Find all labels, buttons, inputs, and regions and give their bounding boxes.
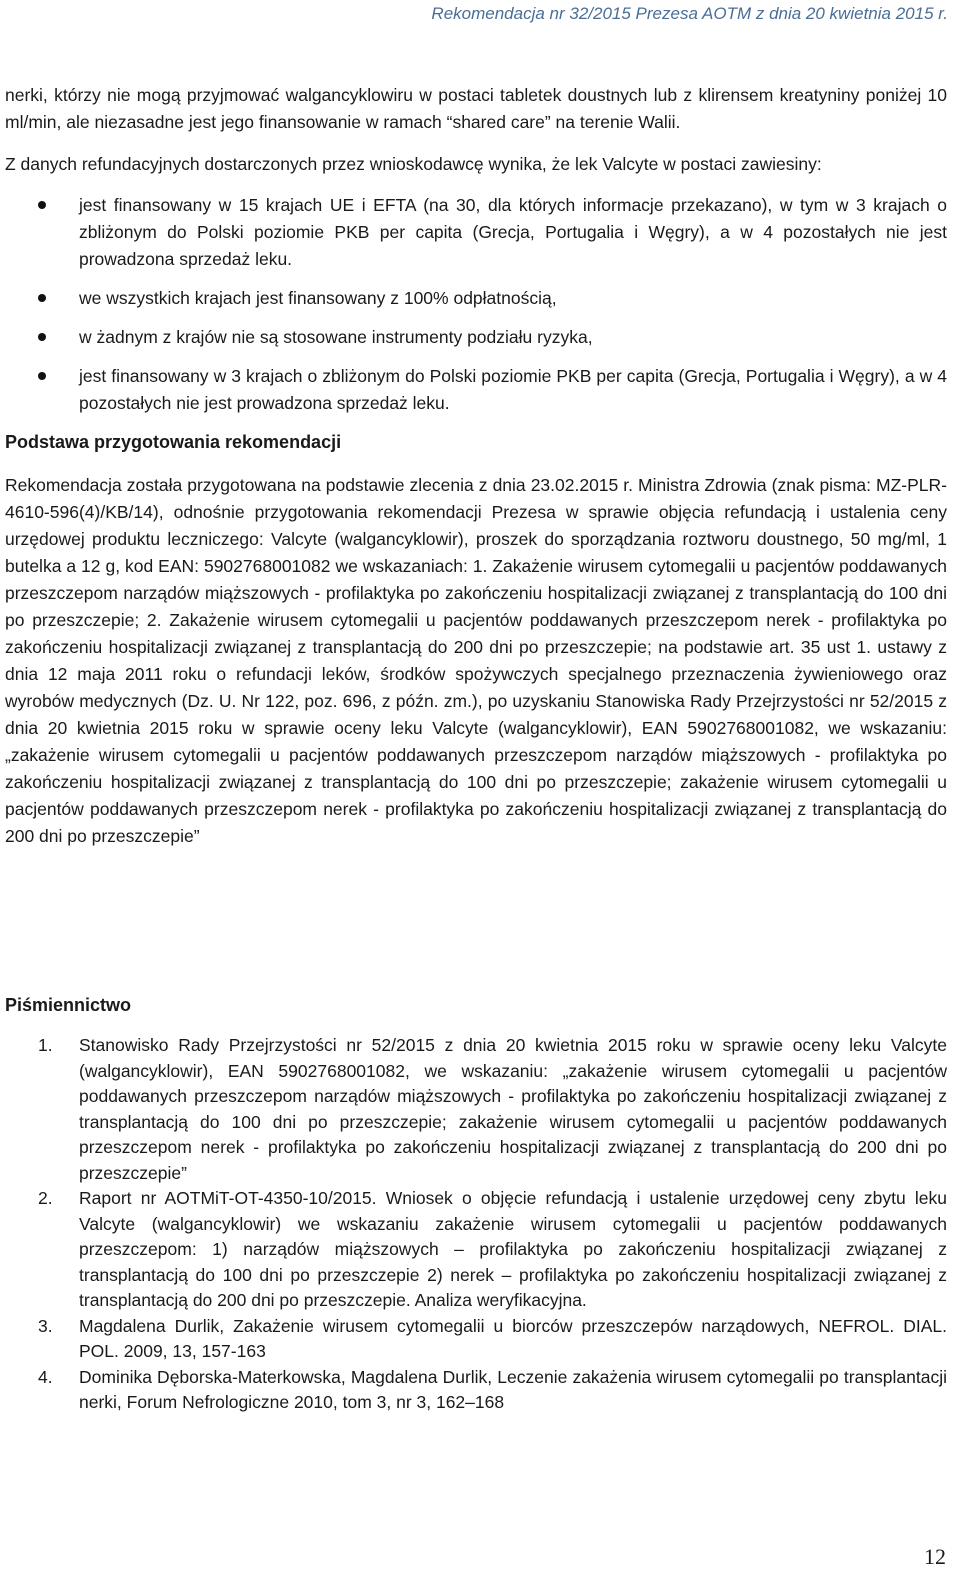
- list-item: w żadnym z krajów nie są stosowane instrumenty podziału ryzyka,: [5, 324, 947, 351]
- basis-heading: Podstawa przygotowania rekomendacji: [5, 432, 342, 452]
- bullet-list: [5, 192, 947, 417]
- bullet-icon: [38, 294, 46, 302]
- basis-paragraph: Rekomendacja została przygotowana na podstawie zlecenia z dnia 23.02.2015 r. Ministra Zdrowia (znak pisma: MZ-PLR-4610-596(4)/KB/14), odnośnie przygotowania rekomendacji Prezesa w sprawie objęcia refundacją i ustalenia ceny urzędowej produktu leczniczego: Valcyte (walgancyklowir), proszek do sporządzania roztworu doustnego, 50 mg/ml, 1 butelka a 12 g, kod EAN: 5902768001082 we wskazaniach: 1. Zakażenie wirusem cytomegalii u pacjentów poddawanych przeszczepom narządów miąższowych - profilaktyka po zakończeniu hospitalizacji związanej z transplantacją do 100 dni po przeszczepie; 2. Zakażenie wirusem cytomegalii u pacjentów poddawanych przeszczepom nerek - profilaktyka po zakończeniu hospitalizacji związanej z transplantacją do 200 dni po przeszczepie; na podstawie art. 35 ust 1. ustawy z dnia 12 maja 2011 roku o refundacji leków, środków spożywczych specjalnego przeznaczenia żywieniowego oraz wyrobów medycznych (Dz. U. Nr 122, poz. 696, z późn. zm.), po uzyskaniu Stanowiska Rady Przejrzystości nr 52/2015 z dnia 20 kwietnia 2015 roku w sprawie oceny leku Valcyte (walgancyklowir), EAN 5902768001082, we wskazaniu: „zakażenie wirusem cytomegalii u pacjentów poddawanych przeszczepom narządów miąższowych - profilaktyka po zakończeniu hospitalizacji związanej z transplantacją do 100 dni po przeszczepie; zakażenie wirusem cytomegalii u pacjentów poddawanych przeszczepom nerek - profilaktyka po zakończeniu hospitalizacji związanej z transplantacją do 200 dni po przeszczepie”: [5, 475, 947, 846]
- document-body: [5, 82, 947, 1416]
- bullet-icon: [38, 372, 46, 380]
- reference-item: 4. Dominika Dęborska-Materkowska, Magdalena Durlik, Leczenie zakażenia wirusem cytomegalii po transplantacji nerki, Forum Nefrologiczne 2010, tom 3, nr 3, 162–168: [38, 1366, 947, 1412]
- reference-item: 2. Raport nr AOTMiT-OT-4350-10/2015. Wniosek o objęcie refundacją i ustalenie urzędowej ceny zbytu leku Valcyte (walgancyklowir) we wskazaniu zakażenie wirusem cytomegalii u pacjentów poddawanych przeszczepom: 1) narządów miąższowych – profilaktyka po zakończeniu hospitalizacji związanej z transplantacją do 100 dni po przeszczepie 2) nerek – profilaktyka po zakończeniu hospitalizacji związanej z transplantacją do 200 dni po przeszczepie. Analiza weryfikacyjna.: [38, 1188, 947, 1310]
- intro-lead: Z danych refundacyjnych dostarczonych przez wnioskodawcę wynika, że lek Valcyte w postaci zawiesiny:: [5, 154, 822, 174]
- list-item: jest finansowany w 3 krajach o zbliżonym do Polski poziomie PKB per capita (Grecja, Portugalia i Węgry), a w 4 pozostałych nie jest prowadzona sprzedaż leku.: [5, 363, 947, 417]
- document-header: Rekomendacja nr 32/2015 Prezesa AOTM z dnia 20 kwietnia 2015 r.: [431, 4, 948, 23]
- intro-continuation: nerki, którzy nie mogą przyjmować walgancyklowiru w postaci tabletek doustnych lub z klirensem kreatyniny poniżej 10 ml/min, ale niezasadne jest jego finansowanie w ramach “shared care” na terenie Walii.: [5, 85, 947, 132]
- list-item: we wszystkich krajach jest finansowany z 100% odpłatnością,: [5, 285, 947, 312]
- reference-item: 3. Magdalena Durlik, Zakażenie wirusem cytomegalii u biorców przeszczepów narządowych, NEFROL. DIAL. POL. 2009, 13, 157-163: [38, 1315, 947, 1361]
- reference-item: 1. Stanowisko Rady Przejrzystości nr 52/2015 z dnia 20 kwietnia 2015 roku w sprawie oceny leku Valcyte (walgancyklowir), EAN 5902768001082, we wskazaniu: „zakażenie wirusem cytomegalii u pacjentów poddawanych przeszczepom narządów miąższowych - profilaktyka po zakończeniu hospitalizacji związanej z transplantacją do 100 dni po przeszczepie; zakażenie wirusem cytomegalii u pacjentów poddawanych przeszczepom nerek - profilaktyka po zakończeniu hospitalizacji związanej z transplantacją do 200 dni po przeszczepie”: [38, 1035, 947, 1183]
- bullet-icon: [38, 201, 46, 209]
- list-item: jest finansowany w 15 krajach UE i EFTA (na 30, dla których informacje przekazano), w tym w 3 krajach o zbliżonym do Polski poziomie PKB per capita (Grecja, Portugalia i Węgry), a w 4 pozostałych nie jest prowadzona sprzedaż leku.: [5, 192, 947, 273]
- page-number: 12: [924, 1544, 946, 1569]
- references-heading: Piśmiennictwo: [5, 995, 132, 1015]
- bullet-icon: [38, 333, 46, 341]
- references-list: [5, 1033, 947, 1416]
